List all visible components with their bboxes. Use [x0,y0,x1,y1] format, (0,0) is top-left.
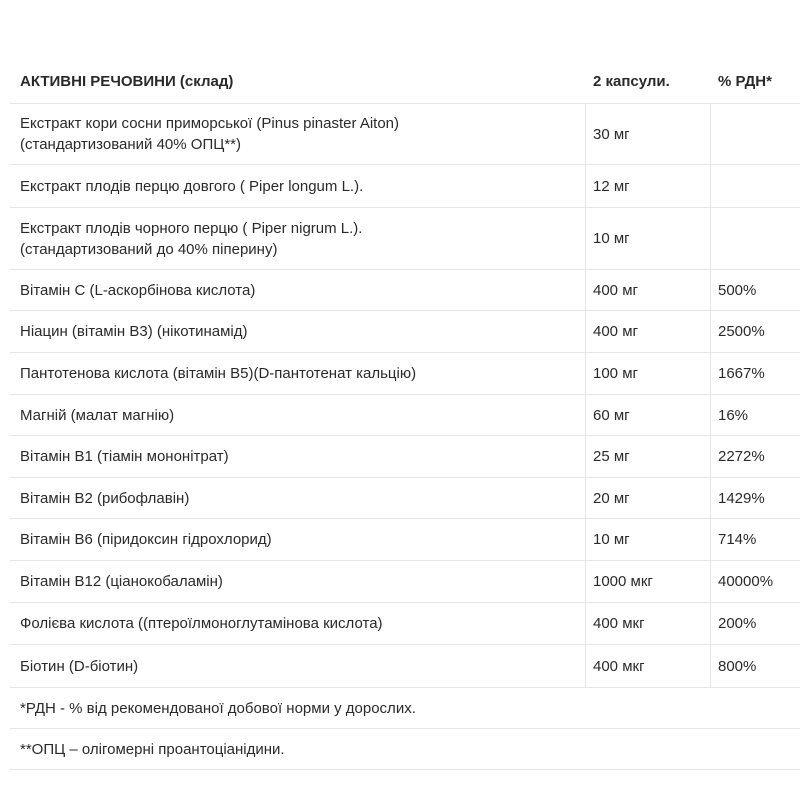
table-row [10,478,800,519]
footnote-opc-text: **ОПЦ – олігомерні проантоціанідини. [20,740,285,758]
ingredient-amount: 12 мг [593,177,630,195]
footnote-rdn [10,688,800,729]
table-row [10,561,800,603]
table-row [10,395,800,436]
ingredient-name: Екстракт кори сосни приморської (Pinus pinaster Aiton) (стандартизований 40% ОПЦ**) [20,115,399,153]
ingredient-rdn [718,104,798,164]
table-row [10,270,800,311]
ingredient-rdn: 500% [718,281,757,299]
ingredient-name: Вітамін В1 (тіамін мононітрат) [20,448,229,465]
ingredient-rdn: 40000% [718,573,774,590]
header-ingredients: АКТИВНІ РЕЧОВИНИ (склад) [20,73,234,90]
ingredient-rdn: 1429% [718,489,765,507]
ingredient-amount: 1000 мкг [593,573,653,590]
ingredient-amount: 25 мг [593,448,630,465]
ingredient-amount: 400 мкг [593,657,645,675]
ingredient-name: Біотин (D-біотин) [20,657,139,675]
ingredient-name: Вітамін В6 (піридоксин гідрохлорид) [20,531,272,548]
ingredient-name: Магній (малат магнію) [20,406,175,424]
ingredient-rdn: 800% [718,657,757,675]
header-rdn: % РДН* [718,73,772,90]
table-row [10,436,800,478]
table-row [10,104,800,165]
footnote-opc [10,729,800,770]
composition-table [10,60,800,770]
ingredient-rdn: 200% [718,615,757,632]
ingredient-name: Вітамін В12 (ціанокобаламін) [20,573,223,590]
ingredient-name: Екстракт плодів чорного перцю ( Piper nigrum L.). (стандартизований до 40% піперину) [20,219,363,258]
header-amount: 2 капсули. [593,73,670,90]
ingredient-rdn: 1667% [718,365,765,382]
ingredient-amount: 400 мкг [593,615,645,632]
ingredient-rdn: 2272% [718,448,765,465]
ingredient-amount: 30 мг [593,125,630,143]
table-row [10,645,800,688]
ingredient-amount: 400 мг [593,323,638,340]
ingredient-amount: 100 мг [593,365,638,382]
ingredient-name: Ніацин (вітамін В3) (нікотинамід) [20,323,248,340]
footnote-rdn-text: *РДН - % від рекомендованої добової норми у дорослих. [20,699,416,717]
ingredient-amount: 20 мг [593,489,630,507]
ingredient-rdn: 16% [718,406,749,424]
table-header [10,60,800,104]
ingredient-rdn [718,165,798,207]
table-row [10,165,800,208]
ingredient-amount: 10 мг [593,230,630,247]
table-row [10,519,800,561]
table-row [10,353,800,395]
table-row [10,208,800,270]
ingredient-name: Фолієва кислота ((птероїлмоноглутамінова кислота) [20,615,383,632]
ingredient-name: Вітамін В2 (рибофлавін) [20,489,190,507]
ingredient-rdn: 2500% [718,323,765,340]
ingredient-name: Вітамін С (L-аскорбінова кислота) [20,281,256,299]
ingredient-rdn [718,208,798,269]
table-row [10,311,800,353]
ingredient-amount: 10 мг [593,531,630,548]
ingredient-rdn: 714% [718,531,757,548]
ingredient-name: Пантотенова кислота (вітамін В5)(D-пантотенат кальцію) [20,365,417,382]
table-row [10,603,800,645]
ingredient-name: Екстракт плодів перцю довгого ( Piper longum L.). [20,177,364,195]
ingredient-amount: 400 мг [593,281,638,299]
ingredient-amount: 60 мг [593,406,630,424]
